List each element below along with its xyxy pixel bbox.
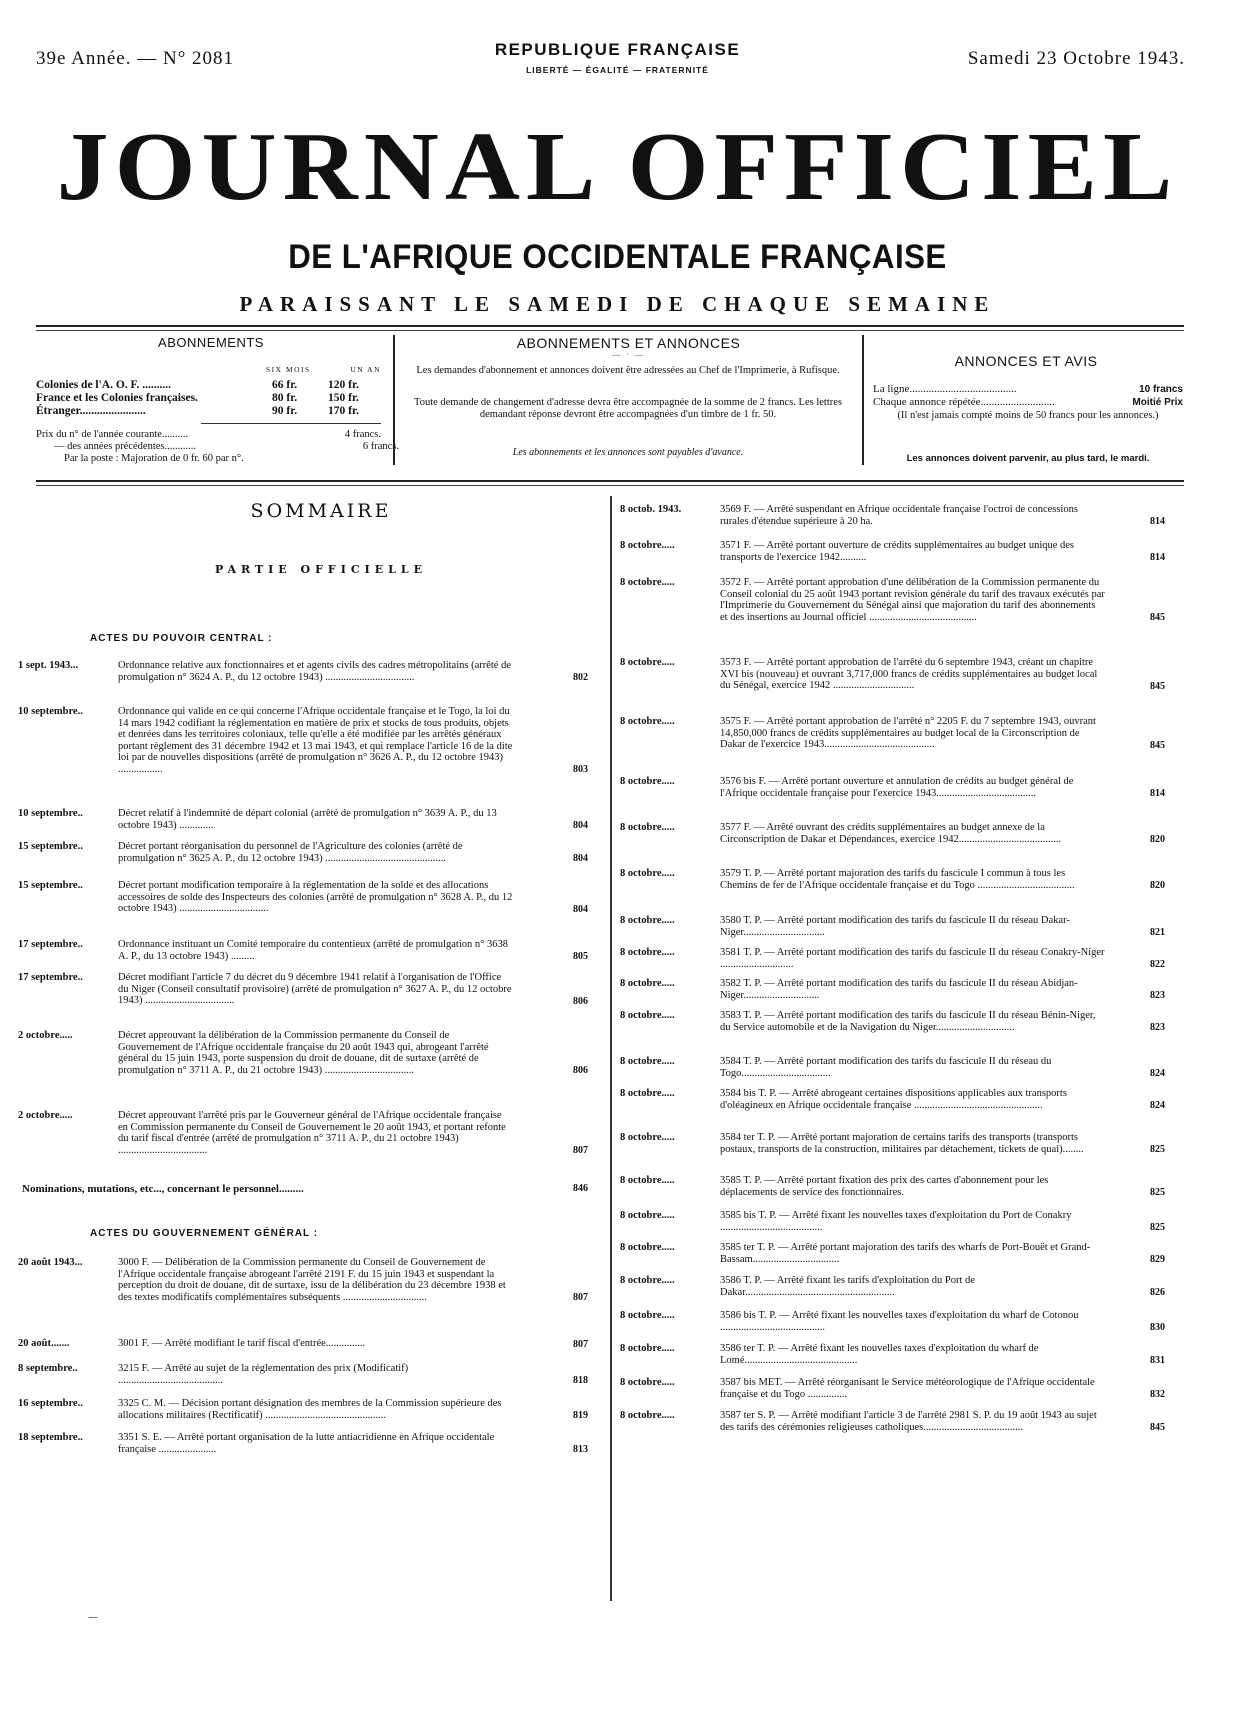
footer-mark: — <box>88 1612 98 1623</box>
abo-annonces-p2: Toute demande de changement d'adresse devra être accompagnée de la somme de 2 francs. Les lettres demandant réponse devront être accompagnées d'un timbre de 1 fr. 50. <box>414 397 842 420</box>
toc-entry-date: 8 octobre..... <box>620 1132 675 1143</box>
toc-entry-date: 2 octobre..... <box>18 1030 73 1041</box>
nominations-page: 846 <box>573 1183 588 1194</box>
toc-entry-date: 8 octobre..... <box>620 1377 675 1388</box>
issue-date: Samedi 23 Octobre 1943. <box>967 48 1185 69</box>
heading-dots: — · — <box>612 350 645 359</box>
abo-label: Étranger....................... <box>36 405 146 417</box>
toc-entry-date: 15 septembre.. <box>18 841 83 852</box>
repetee-label: Chaque annonce répétée........................... <box>873 396 1055 408</box>
toc-entry-date: 8 octobre..... <box>620 915 675 926</box>
toc-entry-text: 3587 bis MET. — Arrêté réorganisant le Service météorologique de l'Afrique occidentale française et du Togo ............... <box>720 1377 1095 1400</box>
toc-entry-text: 3586 T. P. — Arrêté fixant les tarifs d'exploitation du Port de Dakar......................................................... <box>720 1275 975 1298</box>
toc-entry-text: 3580 T. P. — Arrêté portant modification des tarifs du fascicule II du réseau Dakar-Niger............................... <box>720 915 1070 938</box>
abo-divider <box>201 423 381 424</box>
abonnements-annonces-heading: ABONNEMENTS ET ANNONCES <box>516 335 741 351</box>
ligne-value: 10 francs <box>1139 384 1183 395</box>
toc-entry-text: Ordonnance relative aux fonctionnaires et et agents civils des cadres métropolitains (arrêté de promulgation n° 3624 A. P., du 12 octobre 1943) .................................. <box>118 660 512 683</box>
toc-entry-page: 826 <box>1150 1287 1165 1298</box>
toc-entry-page: 806 <box>573 1065 588 1076</box>
toc-entry-date: 8 octobre..... <box>620 822 675 833</box>
toc-entry-page: 845 <box>1150 740 1165 751</box>
toc-entry-page: 821 <box>1150 927 1165 938</box>
repetee-value: Moitié Prix <box>1132 397 1183 408</box>
toc-entry-page: 832 <box>1150 1389 1165 1400</box>
toc-entry-page: 825 <box>1150 1187 1165 1198</box>
toc-entry-page: 824 <box>1150 1100 1165 1111</box>
annonces-avis-box <box>868 335 1184 475</box>
prix-row <box>36 429 381 441</box>
section-pouvoir-central: ACTES DU POUVOIR CENTRAL : <box>90 633 273 644</box>
toc-entry-date: 16 septembre.. <box>18 1398 83 1409</box>
toc-entry-page: 820 <box>1150 834 1165 845</box>
toc-entry-page: 819 <box>573 1410 588 1421</box>
toc-entry-page: 824 <box>1150 1068 1165 1079</box>
abonnements-column-headers <box>266 365 381 374</box>
toc-entry-page: 806 <box>573 996 588 1007</box>
ligne-row <box>873 383 1183 396</box>
toc-entry-date: 18 septembre.. <box>18 1432 83 1443</box>
republic-motto: LIBERTÉ — ÉGALITÉ — FRATERNITÉ <box>526 65 709 75</box>
prix-label: Prix du n° de l'année courante.......... <box>36 429 189 440</box>
annonces-deadline: Les annonces doivent parvenir, au plus tard, le mardi. <box>906 453 1150 464</box>
nominations-entry <box>22 1183 588 1195</box>
toc-entry-date: 8 octobre..... <box>620 1343 675 1354</box>
toc-entry-date: 20 août....... <box>18 1338 70 1349</box>
toc-entry-page: 803 <box>573 764 588 775</box>
column-divider <box>610 496 612 1601</box>
toc-entry-page: 804 <box>573 820 588 831</box>
toc-entry-text: 3587 ter S. P. — Arrêté modifiant l'article 3 de l'arrêté 2981 S. P. du 19 août 1943 au sujet des tarifs des cérémonies religieuses catholiques...................................... <box>720 1410 1097 1433</box>
toc-entry-text: 3585 T. P. — Arrêté portant fixation des prix des cartes d'abonnement pour les déplacements de service des fonctionnaires. <box>720 1175 1049 1198</box>
toc-entry-date: 8 octobre..... <box>620 1210 675 1221</box>
ligne-label: La ligne....................................... <box>873 383 1017 395</box>
toc-entry-text: 3000 F. — Délibération de la Commission permanente du Conseil de Gouvernement de l'Afrique occidentale française abrogeant l'arrêté 2191 F. du 15 juin 1943 et suspendant la perception du droit de douane, dit de surtaxe, issu de la délibération du 23 décembre 1938 et des textes modificatifs complémentaires subséquents ................................ <box>118 1257 506 1303</box>
header-rule-thin <box>36 330 1184 331</box>
toc-entry-page: 823 <box>1150 990 1165 1001</box>
section-gouvernement-general: ACTES DU GOUVERNEMENT GÉNÉRAL : <box>90 1228 319 1239</box>
toc-entry-date: 8 octobre..... <box>620 1175 675 1186</box>
toc-entry-page: 804 <box>573 904 588 915</box>
toc-entry-text: 3571 F. — Arrêté portant ouverture de crédits supplémentaires au budget unique des transports de l'exercice 1942.......... <box>720 540 1075 563</box>
toc-entry-date: 8 octobre..... <box>620 1056 675 1067</box>
toc-entry-text: Décret approuvant la délibération de la Commission permanente du Conseil de Gouvernement de l'Afrique occidentale française du 20 août 1943 qui, abrogeant l'arrêté général du 15 juin 1943, porte suspension du droit de douane, dit de surtaxe (arrêté de promulgation n° 3711 A. P., du 21 octobre 1943) .................................. <box>118 1030 489 1076</box>
toc-entry-page: 802 <box>573 672 588 683</box>
toc-entry-date: 8 octobre..... <box>620 1010 675 1021</box>
toc-entry-text: Décret approuvant l'arrêté pris par le Gouverneur général de l'Afrique occidentale française en Commission permanente du Conseil de Gouvernement le 20 août 1943, et portant refonte du tarif fiscal d'entrée (arrêté de promulgation n° 3711 A. P., du 21 octobre 1943) .................................. <box>118 1110 506 1156</box>
toc-entry-date: 17 septembre.. <box>18 972 83 983</box>
toc-entry-page: 825 <box>1150 1144 1165 1155</box>
toc-entry-date: 8 octobre..... <box>620 947 675 958</box>
journal-title: JOURNAL OFFICIEL <box>56 112 1179 221</box>
toc-entry-page: 807 <box>573 1292 588 1303</box>
abo-row <box>36 405 381 418</box>
toc-entry-page: 814 <box>1150 516 1165 527</box>
toc-entry-text: 3572 F. — Arrêté portant approbation d'une délibération de la Commission permanente du Conseil colonial du 25 août 1943 portant revision générale du tarif des travaux exécutés par l'Imprimerie du Gouvernement du Sénégal ainsi que majoration du tarif des abonnements et des insertions au Journal officiel ......................................... <box>720 577 1105 623</box>
toc-entry-date: 10 septembre.. <box>18 808 83 819</box>
toc-entry-date: 2 octobre..... <box>18 1110 73 1121</box>
toc-entry-page: 807 <box>573 1339 588 1350</box>
abo-six: 80 fr. <box>272 392 298 404</box>
toc-entry-date: 20 août 1943... <box>18 1257 83 1268</box>
prix-value: 4 francs. <box>344 429 381 440</box>
toc-entry-text: 3584 T. P. — Arrêté portant modification des tarifs du fascicule II du réseau du Togo.................................. <box>720 1056 1052 1079</box>
toc-entry-page: 814 <box>1150 788 1165 799</box>
abo-row <box>36 379 381 392</box>
abo-an: 170 fr. <box>328 405 359 417</box>
toc-entry-date: 17 septembre.. <box>18 939 83 950</box>
toc-entry-text: 3215 F. — Arrêté au sujet de la réglementation des prix (Modificatif) ........................................ <box>118 1363 409 1386</box>
poste-row: Par la poste : Majoration de 0 fr. 60 par n°. <box>64 453 244 464</box>
toc-entry-date: 8 octobre..... <box>620 657 675 668</box>
toc-entry-date: 8 octobre..... <box>620 1275 675 1286</box>
toc-entry-page: 813 <box>573 1444 588 1455</box>
toc-entry-date: 8 octobre..... <box>620 1088 675 1099</box>
toc-entry-text: 3579 T. P. — Arrêté portant majoration des tarifs du fascicule I commun à tous les Chemins de fer de l'Afrique occidentale française et du Togo ..................................... <box>720 868 1075 891</box>
abo-label: France et les Colonies françaises. <box>36 392 198 404</box>
abo-label: Colonies de l'A. O. F. .......... <box>36 379 172 391</box>
toc-entry-text: 3584 bis T. P. — Arrêté abrogeant certaines dispositions applicables aux transports d'oléagineux en Afrique occidentale française ................................................. <box>720 1088 1067 1111</box>
toc-entry-text: Décret modifiant l'article 7 du décret du 9 décembre 1941 relatif à l'organisation de l'Office du Niger (Conseil consultatif provisoire) (arrêté de promulgation n° 3627 A. P., du 12 octobre 1943) .................................. <box>118 972 512 1006</box>
toc-entry-page: 825 <box>1150 1222 1165 1233</box>
subscription-boxes <box>36 335 1184 475</box>
boxes-rule-bottom-thin <box>36 485 1184 486</box>
toc-entry-date: 8 octobre..... <box>620 868 675 879</box>
prec-value: 6 francs. <box>362 441 399 452</box>
republic-name: REPUBLIQUE FRANÇAISE <box>494 40 741 59</box>
toc-entry-date: 10 septembre.. <box>18 706 83 717</box>
toc-entry-text: 3577 F. — Arrêté ouvrant des crédits supplémentaires au budget annexe de la Circonscription de Dakar et Dépendances, exercice 1942....................................... <box>720 822 1062 845</box>
toc-entry-date: 8 octobre..... <box>620 577 675 588</box>
toc-entry-date: 8 octobre..... <box>620 540 675 551</box>
toc-entry-page: 845 <box>1150 681 1165 692</box>
toc-entry-page: 845 <box>1150 612 1165 623</box>
toc-entry-page: 807 <box>573 1145 588 1156</box>
toc-entry-text: 3573 F. — Arrêté portant approbation de l'arrêté du 6 septembre 1943, créant un chapitre XVI bis (nouveau) et ouvrant 3,717,000 francs de crédits supplémentaires au budget local du Sénégal, exercice 1942 ............................... <box>720 657 1098 691</box>
toc-entry-text: Décret portant réorganisation du personnel de l'Agriculture des colonies (arrêté de promulgation n° 3625 A. P., du 12 octobre 1943) .............................................. <box>118 841 463 864</box>
toc-entry-text: 3325 C. M. — Décision portant désignation des membres de la Commission supérieure des allocations militaires (Rectificatif) .............................................. <box>118 1398 502 1421</box>
toc-entry-date: 8 octobre..... <box>620 716 675 727</box>
toc-entry-page: 818 <box>573 1375 588 1386</box>
sommaire-heading: SOMMAIRE <box>250 500 392 522</box>
toc-entry-text: 3001 F. — Arrêté modifiant le tarif fiscal d'entrée............... <box>118 1338 366 1349</box>
abonnements-box <box>36 335 399 475</box>
toc-entry-page: 814 <box>1150 552 1165 563</box>
repetee-row <box>873 396 1183 409</box>
toc-entry-page: 823 <box>1150 1022 1165 1033</box>
toc-entry-date: 8 octob. 1943. <box>620 504 682 515</box>
prec-label: — des années précédentes............ <box>54 441 196 452</box>
journal-subtitle: DE L'AFRIQUE OCCIDENTALE FRANÇAISE <box>288 238 947 276</box>
toc-entry-date: 1 sept. 1943... <box>18 660 79 671</box>
boxes-rule-bottom <box>36 480 1184 482</box>
issue-number: 39e Année. — N° 2081 <box>36 48 235 69</box>
toc-entry-page: 831 <box>1150 1355 1165 1366</box>
toc-entry-text: 3584 ter T. P. — Arrêté portant majoration de certains tarifs des transports (transports postaux, transports de la construction, militaires par détachement, tickets de quai)........ <box>720 1132 1084 1155</box>
toc-entry-text: 3582 T. P. — Arrêté portant modification des tarifs du fascicule II du réseau Abidjan-Niger............................. <box>720 978 1078 1001</box>
toc-entry-page: 845 <box>1150 1422 1165 1433</box>
toc-entry-page: 805 <box>573 951 588 962</box>
abonnements-annonces-box <box>393 335 864 465</box>
abo-an: 120 fr. <box>328 379 359 391</box>
toc-entry-page: 820 <box>1150 880 1165 891</box>
abo-annonces-p1: Les demandes d'abonnement et annonces doivent être adressées au Chef de l'Imprimerie, à Rufisque. <box>416 365 840 376</box>
toc-entry-date: 8 octobre..... <box>620 1310 675 1321</box>
toc-entry-page: 804 <box>573 853 588 864</box>
toc-entry-text: Ordonnance instituant un Comité temporaire du contentieux (arrêté de promulgation n° 3638 A. P., du 13 octobre 1943) ......... <box>118 939 508 962</box>
toc-entry-date: 8 octobre..... <box>620 1410 675 1421</box>
toc-entry-page: 829 <box>1150 1254 1165 1265</box>
abo-annonces-p3: Les abonnements et les annonces sont payables d'avance. <box>512 447 744 458</box>
toc-entry-text: 3581 T. P. — Arrêté portant modification des tarifs du fascicule II du réseau Conakry-Niger ............................ <box>720 947 1105 970</box>
toc-entry-text: Ordonnance qui valide en ce qui concerne l'Afrique occidentale française et le Togo, la loi du 14 mars 1942 codifiant la réglementation en matière de prix et stocks de tous produits, objets et denrées dans les territoires coloniaux, telle qu'elle a été modifiée par les arrêtés généraux portant règlement des 31 décembre 1942 et 13 mai 1943, et qui remplace l'article 16 de la dite loi par de nouvelles dispositions (arrêté de promulgation n° 3626 A. P., du 12 octobre 1943) ................. <box>118 706 513 775</box>
toc-entry-text: 3586 ter T. P. — Arrêté fixant les nouvelles taxes d'exploitation du wharf de Lomé........................................... <box>720 1343 1039 1366</box>
partie-officielle-heading: PARTIE OFFICIELLE <box>215 563 427 576</box>
header-rule-top <box>36 325 1184 327</box>
toc-entry-text: 3569 F. — Arrêté suspendant en Afrique occidentale française l'octroi de concessions rurales d'étendue supérieure à 20 ha. <box>720 504 1078 527</box>
toc-entry-date: 8 septembre.. <box>18 1363 78 1374</box>
annonces-note: (Il n'est jamais compté moins de 50 francs pour les annonces.) <box>897 410 1159 421</box>
toc-entry-date: 8 octobre..... <box>620 776 675 787</box>
toc-entry-text: 3576 bis F. — Arrêté portant ouverture et annulation de crédits au budget général de l'Afrique occidentale française pour l'exercice 1943...................................... <box>720 776 1074 799</box>
abo-an: 150 fr. <box>328 392 359 404</box>
abo-six: 66 fr. <box>272 379 298 391</box>
toc-entry-page: 822 <box>1150 959 1165 970</box>
toc-entry-date: 15 septembre.. <box>18 880 83 891</box>
col-un-an: UN AN <box>350 365 381 374</box>
toc-entry-text: 3586 bis T. P. — Arrêté fixant les nouvelles taxes d'exploitation du wharf de Cotonou ........................................ <box>720 1310 1079 1333</box>
toc-entry-text: Décret relatif à l'indemnité de départ colonial (arrêté de promulgation n° 3639 A. P., du 13 octobre 1943) ............. <box>118 808 497 831</box>
toc-entry-text: 3585 bis T. P. — Arrêté fixant les nouvelles taxes d'exploitation du Port de Conakry ....................................... <box>720 1210 1072 1233</box>
abonnements-heading: ABONNEMENTS <box>158 335 264 350</box>
prec-row <box>36 441 399 453</box>
toc-entry-text: 3575 F. — Arrêté portant approbation de l'arrêté n° 2205 F. du 7 septembre 1943, ouvrant 14,850,000 francs de crédits supplémentaires au budget local de la Circonscription de Dakar de l'exercice 1943.......................................... <box>720 716 1096 750</box>
toc-entry-text: Décret portant modification temporaire à la réglementation de la solde et des allocations accessoires de solde des Inspecteurs des colonies (arrêté de promulgation n° 3628 A. P., du 12 octobre 1943) .................................. <box>118 880 513 914</box>
toc-entry-text: 3351 S. E. — Arrêté portant organisation de la lutte antiacridienne en Afrique occidentale française ...................... <box>118 1432 495 1455</box>
col-six-mois: SIX MOIS <box>266 365 311 374</box>
journal-tagline: PARAISSANT LE SAMEDI DE CHAQUE SEMAINE <box>239 292 996 316</box>
toc-entry-page: 830 <box>1150 1322 1165 1333</box>
toc-entry-date: 8 octobre..... <box>620 1242 675 1253</box>
toc-entry-text: 3585 ter T. P. — Arrêté portant majoration des tarifs des wharfs de Port-Bouët et Grand-Bassam................................. <box>720 1242 1091 1265</box>
toc-entry-date: 8 octobre..... <box>620 978 675 989</box>
nominations-text: Nominations, mutations, etc..., concernant le personnel......... <box>22 1183 304 1195</box>
annonces-avis-heading: ANNONCES ET AVIS <box>954 353 1098 369</box>
abo-six: 90 fr. <box>272 405 298 417</box>
toc-entry-text: 3583 T. P. — Arrêté portant modification des tarifs du fascicule II du réseau Bénin-Niger, du Service automobile et de la Navigation du Niger.............................. <box>720 1010 1096 1033</box>
abo-row <box>36 392 381 405</box>
